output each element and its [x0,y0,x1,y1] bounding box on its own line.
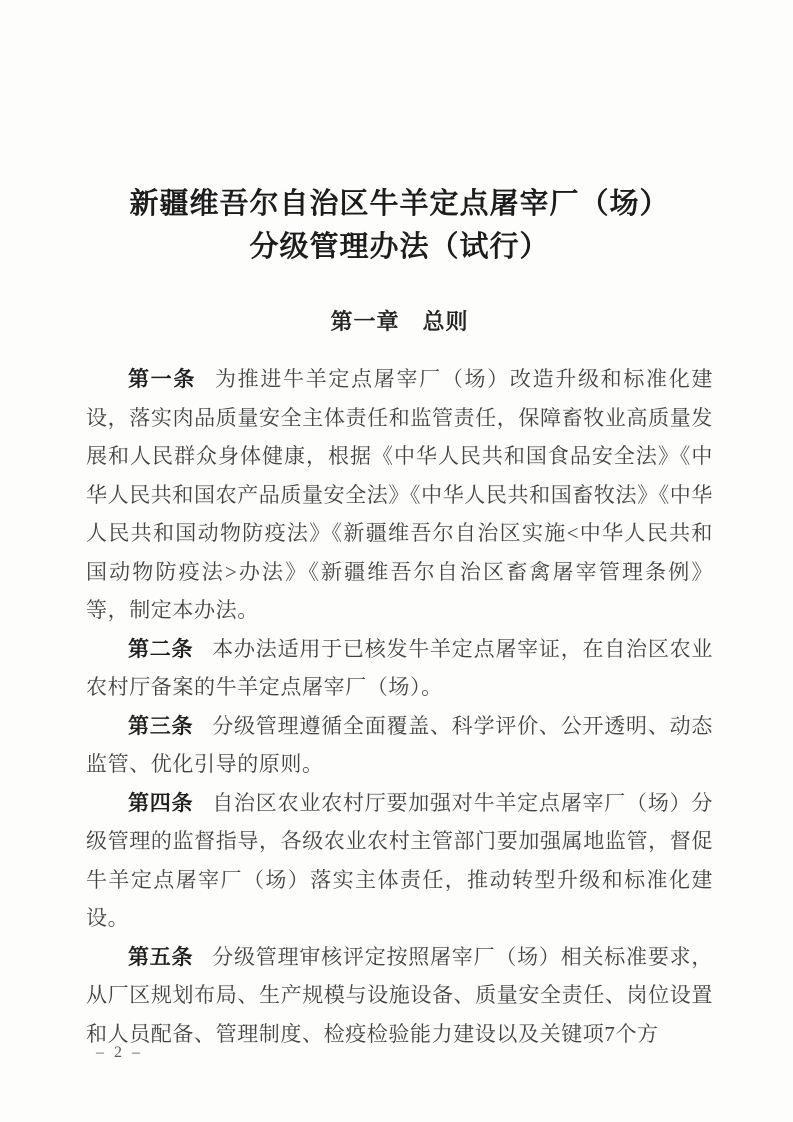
page-number: – 2 – [96,1044,143,1061]
article-text: 本办法适用于已核发牛羊定点屠宰证，在自治区农业农村厅备案的牛羊定点屠宰厂（场）。 [86,636,713,699]
document-body [86,360,713,1053]
article-label: 第二条 [128,636,194,661]
article-text: 分级管理遵循全面覆盖、科学评价、公开透明、动态监管、优化引导的原则。 [86,713,713,776]
article-paragraph-2 [86,630,713,707]
article-text: 为推进牛羊定点屠宰厂（场）改造升级和标准化建设，落实肉品质量安全主体责任和监管责任，保障畜牧业高质量发展和人民群众身体健康，根据《中华人民共和国食品安全法》《中华人民共和国农产品质量安全法》《中华人民共和国畜牧法》《中华人民共和国动物防疫法》《新疆维吾尔自治区实施<中华人民共和国动物防疫法>办法》《新疆维吾尔自治区畜禽屠宰管理条例》等，制定本办法。 [86,367,713,622]
article-label: 第五条 [128,944,194,969]
article-paragraph-4 [86,784,713,938]
article-text: 自治区农业农村厅要加强对牛羊定点屠宰厂（场）分级管理的监督指导，各级农业农村主管部门要加强属地监管，督促牛羊定点屠宰厂（场）落实主体责任，推动转型升级和标准化建设。 [86,790,713,930]
article-paragraph-3 [86,707,713,784]
document-title-line-2: 分级管理办法（试行） [249,231,550,263]
article-paragraph-1 [86,360,713,630]
document-title-line-1: 新疆维吾尔自治区牛羊定点屠宰厂（场） [129,188,670,220]
document-title [86,183,713,269]
article-label: 第三条 [128,713,194,738]
article-text: 分级管理审核评定按照屠宰厂（场）相关标准要求，从厂区规划布局、生产规模与设施设备、质量安全责任、岗位设置和人员配备、管理制度、检疫检验能力建设以及关键项7个方 [86,944,713,1046]
chapter-heading: 第一章 总则 [330,309,469,334]
article-label: 第一条 [128,367,197,391]
article-label: 第四条 [128,790,194,815]
article-paragraph-5 [86,938,713,1054]
